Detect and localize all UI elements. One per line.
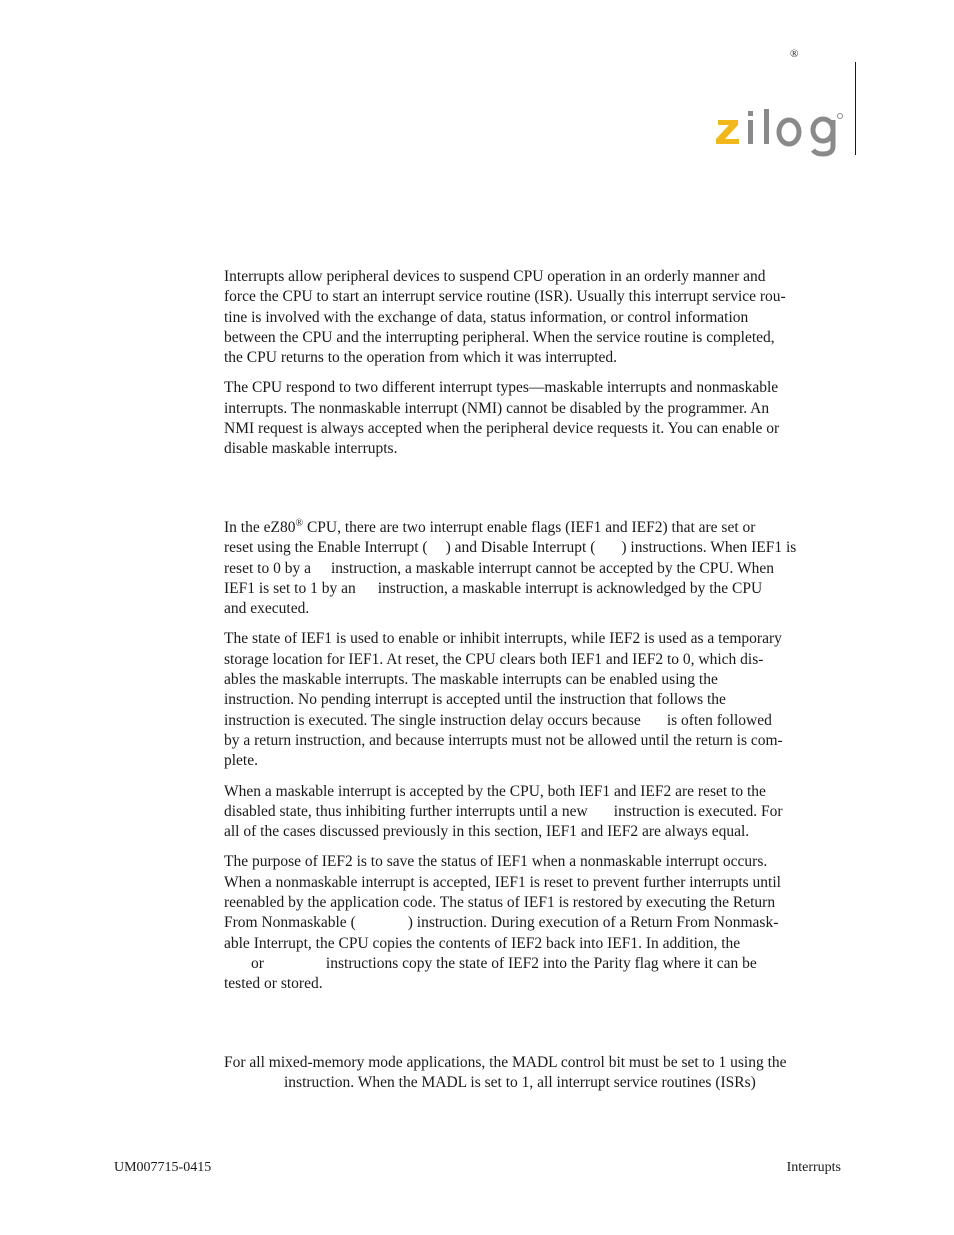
section-interrupts-intro <box>224 267 846 470</box>
paragraph: Interrupts allow peripheral devices to suspend CPU operation in an orderly manner and force the CPU to start an interrupt service routine (ISR). Usually this interrupt service rou- tine is involved with the exchange of data, status information, or control information between the CPU and the interrupting peripheral. When the service routine is completed, the CPU returns to the operation from which it was interrupted. <box>224 268 786 367</box>
paragraph: In the eZ80® CPU, there are two interrupt enable flags (IEF1 and IEF2) that are set or reset using the Enable Interrupt ( ) and Disable Interrupt ( ) instructions. When IEF1 is reset to 0 by a instruction, a maskable interrupt cannot be accepted by the CPU. When IEF1 is set to 1 by an instruction, a maskable interrupt is acknowledged by the CPU and executed. <box>224 518 797 618</box>
header-rule <box>855 62 856 155</box>
paragraph: When a maskable interrupt is accepted by the CPU, both IEF1 and IEF2 are reset to the disabled state, thus inhibiting further interrupts until a new instruction is executed. For all of the cases discussed previously in this section, IEF1 and IEF2 are always equal. <box>224 782 783 841</box>
footer-doc-id: UM007715-0415 <box>114 1160 212 1175</box>
section-interrupt-enable-flags <box>224 518 846 1005</box>
registered-mark: ® <box>790 48 799 60</box>
paragraph: For all mixed-memory mode applications, the MADL control bit must be set to 1 using the instruction. When the MADL is set to 1, all interrupt service routines (ISRs) <box>224 1054 787 1092</box>
zilog-logo <box>714 108 846 158</box>
footer-section-name: Interrupts <box>786 1160 841 1175</box>
paragraph: The purpose of IEF2 is to save the status of IEF1 when a nonmaskable interrupt occurs. When a nonmaskable interrupt is accepted, IEF1 is reset to prevent further interrupts until reenabled by the application code. The status of IEF1 is restored by executing the Return From Nonmaskable ( ) instruction. During execution of a Return From Nonmask- able Interrupt, the CPU copies the contents of IEF2 back into IEF1. In addition, the or instructions copy the state of IEF2 into the Parity flag where it can be tested or stored. <box>224 853 781 993</box>
section-mixed-memory-mode <box>224 1053 846 1104</box>
paragraph: The CPU respond to two different interrupt types—maskable interrupts and nonmaskable interrupts. The nonmaskable interrupt (NMI) cannot be disabled by the programmer. An NMI request is always accepted when the peripheral device requests it. You can enable or disable maskable interrupts. <box>224 379 780 458</box>
paragraph: The state of IEF1 is used to enable or inhibit interrupts, while IEF2 is used as a temporary storage location for IEF1. At reset, the CPU clears both IEF1 and IEF2 to 0, which dis- ables the maskable interrupts. The maskable interrupts can be enabled using the instruction. No pending interrupt is accepted until the instruction that follows the instruction is executed. The single instruction delay occurs because is often followed by a return instruction, and because interrupts must not be allowed until the return is com- plete. <box>224 630 783 770</box>
